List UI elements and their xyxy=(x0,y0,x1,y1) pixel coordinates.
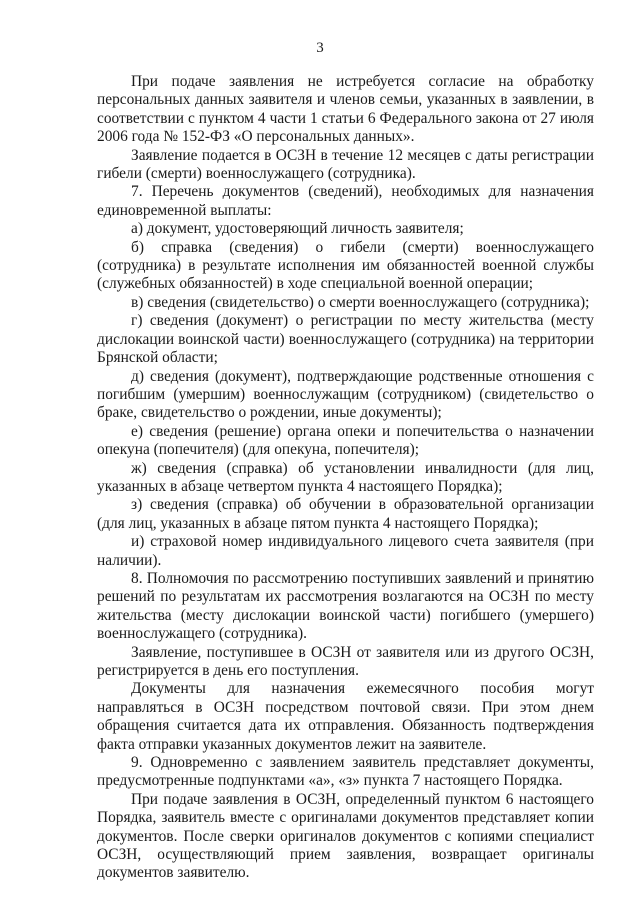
paragraph-item-7e: е) сведения (решение) органа опеки и попечительства о назначении опекуна (попечителя) (для опекуна, попечителя); xyxy=(97,422,594,459)
paragraph-item-8: 8. Полномочия по рассмотрению поступивших заявлений и принятию решений по результатам их рассмотрения возлагаются на ОСЗН по месту жительства (месту дислокации воинской части) погибшего (умершего) военнослужащего (сотрудника). xyxy=(97,569,594,643)
paragraph-postal: Документы для назначения ежемесячного пособия могут направляться в ОСЗН посредством почтовой связи. При этом днем обращения считается дата их отправления. Обязанность подтверждения факта отправки указанных документов лежит на заявителе. xyxy=(97,680,594,753)
paragraph-item-7zh: ж) сведения (справка) об установлении инвалидности (для лиц, указанных в абзаце четвертом пункта 4 настоящего Порядка); xyxy=(97,459,594,495)
paragraph-deadline: Заявление подается в ОСЗН в течение 12 месяцев с даты регистрации гибели (смерти) военнослужащего (сотрудника). xyxy=(97,146,594,183)
paragraph-consent: При подаче заявления не истребуется согласие на обработку персональных данных заявителя и членов семьи, указанных в заявлении, в соответствии с пунктом 4 части 1 статьи 6 Федерального закона от 27 июля 2006 года № 152-ФЗ «О персональных данных». xyxy=(97,73,594,146)
paragraph-item-7v: в) сведения (свидетельство) о смерти военнослужащего (сотрудника); xyxy=(131,293,590,311)
paragraph-item-7z: з) сведения (справка) об обучении в образовательной организации (для лиц, указанных в абзаце пятом пункта 4 настоящего Порядка); xyxy=(97,496,594,532)
document-body xyxy=(97,73,594,883)
paragraph-item-7b: б) справка (сведения) о гибели (смерти) военнослужащего (сотрудника) в результате исполнения им обязанностей военной службы (служебных обязанностей) в ходе специальной военной операции; xyxy=(97,238,594,293)
paragraph-item-7: 7. Перечень документов (сведений), необходимых для назначения единовременной выплаты: xyxy=(97,183,594,219)
paragraph-item-7d: д) сведения (документ), подтверждающие родственные отношения с погибшим (умершим) военнослужащим (сотрудником) (свидетельство о браке, свидетельство о рождении, иные документы); xyxy=(97,367,594,422)
paragraph-registration: Заявление, поступившее в ОСЗН от заявителя или из другого ОСЗН, регистрируется в день его поступления. xyxy=(97,643,594,679)
paragraph-item-9: 9. Одновременно с заявлением заявитель представляет документы, предусмотренные подпунктами «а», «з» пункта 7 настоящего Порядка. xyxy=(97,754,594,790)
paragraph-item-7g: г) сведения (документ) о регистрации по месту жительства (месту дислокации воинской части) военнослужащего (сотрудника) на территории Брянской области; xyxy=(97,312,594,367)
page-number: 3 xyxy=(316,40,324,56)
paragraph-item-7i: и) страховой номер индивидуального лицевого счета заявителя (при наличии). xyxy=(97,533,594,569)
paragraph-item-7a: а) документ, удостоверяющий личность заявителя; xyxy=(131,220,464,238)
paragraph-copies: При подаче заявления в ОСЗН, определенный пунктом 6 настоящего Порядка, заявитель вместе с оригиналами документов представляет копии документов. После сверки оригиналов документов с копиями специалист ОСЗН, осуществляющий прием заявления, возвращает оригиналы документов заявителю. xyxy=(97,790,594,882)
